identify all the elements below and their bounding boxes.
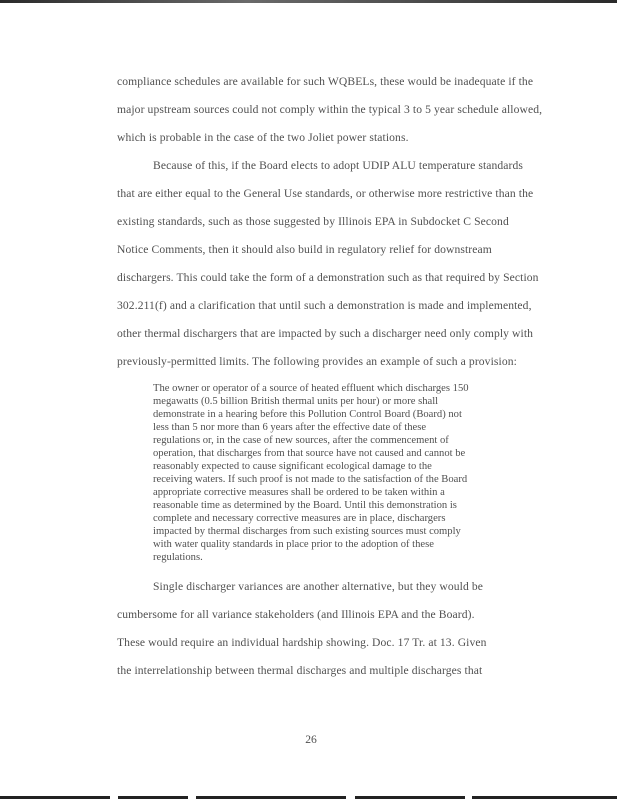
text-line: previously-permitted limits. The following provides an example of such a provision: — [117, 355, 517, 368]
quote-line: operation, that discharges from that source have not caused and cannot be — [153, 448, 466, 459]
quote-line: appropriate corrective measures shall be ordered to be taken within a — [153, 487, 445, 498]
text-line: other thermal dischargers that are impacted by such a discharger need only comply with — [117, 327, 534, 340]
quote-line: receiving waters. If such proof is not made to the satisfaction of the Board — [153, 474, 468, 485]
quote-line: impacted by thermal discharges from such existing sources must comply — [153, 526, 461, 537]
scan-bottom-edge — [0, 790, 617, 800]
text-line: major upstream sources could not comply within the typical 3 to 5 year schedule allowed, — [117, 103, 543, 116]
quote-line: The owner or operator of a source of heated effluent which discharges 150 — [153, 383, 469, 394]
quote-line: with water quality standards in place prior to the adoption of these — [153, 539, 434, 550]
text-line: Single discharger variances are another alternative, but they would be — [153, 580, 483, 593]
quote-line: regulations or, in the case of new sources, after the commencement of — [153, 435, 449, 446]
quote-line: complete and necessary corrective measures are in place, dischargers — [153, 513, 446, 524]
text-line: cumbersome for all variance stakeholders (and Illinois EPA and the Board). — [117, 608, 475, 621]
text-line: which is probable in the case of the two Joliet power stations. — [117, 131, 409, 144]
quote-line: reasonable time as determined by the Board. Until this demonstration is — [153, 500, 457, 511]
page-number: 26 — [305, 733, 317, 746]
quote-line: less than 5 nor more than 6 years after the effective date of these — [153, 422, 427, 433]
scan-top-edge — [0, 0, 617, 3]
text-line: compliance schedules are available for such WQBELs, these would be inadequate if the — [117, 75, 534, 88]
text-line: dischargers. This could take the form of a demonstration such as that required by Section — [117, 271, 539, 284]
text-line: the interrelationship between thermal discharges and multiple discharges that — [117, 664, 483, 677]
text-line: that are either equal to the General Use standards, or otherwise more restrictive than the — [117, 187, 534, 200]
quote-line: regulations. — [153, 552, 203, 563]
text-line: 302.211(f) and a clarification that until such a demonstration is made and implemented, — [117, 299, 532, 312]
text-line: These would require an individual hardship showing. Doc. 17 Tr. at 13. Given — [117, 636, 487, 649]
text-line: existing standards, such as those suggested by Illinois EPA in Subdocket C Second — [117, 215, 509, 228]
text-line: Because of this, if the Board elects to adopt UDIP ALU temperature standards — [153, 159, 524, 172]
text-line: Notice Comments, then it should also build in regulatory relief for downstream — [117, 243, 492, 256]
quote-line: demonstrate in a hearing before this Pollution Control Board (Board) not — [153, 409, 462, 420]
quote-line: megawatts (0.5 billion British thermal units per hour) or more shall — [153, 396, 439, 407]
quote-line: reasonably expected to cause significant ecological damage to the — [153, 461, 432, 472]
